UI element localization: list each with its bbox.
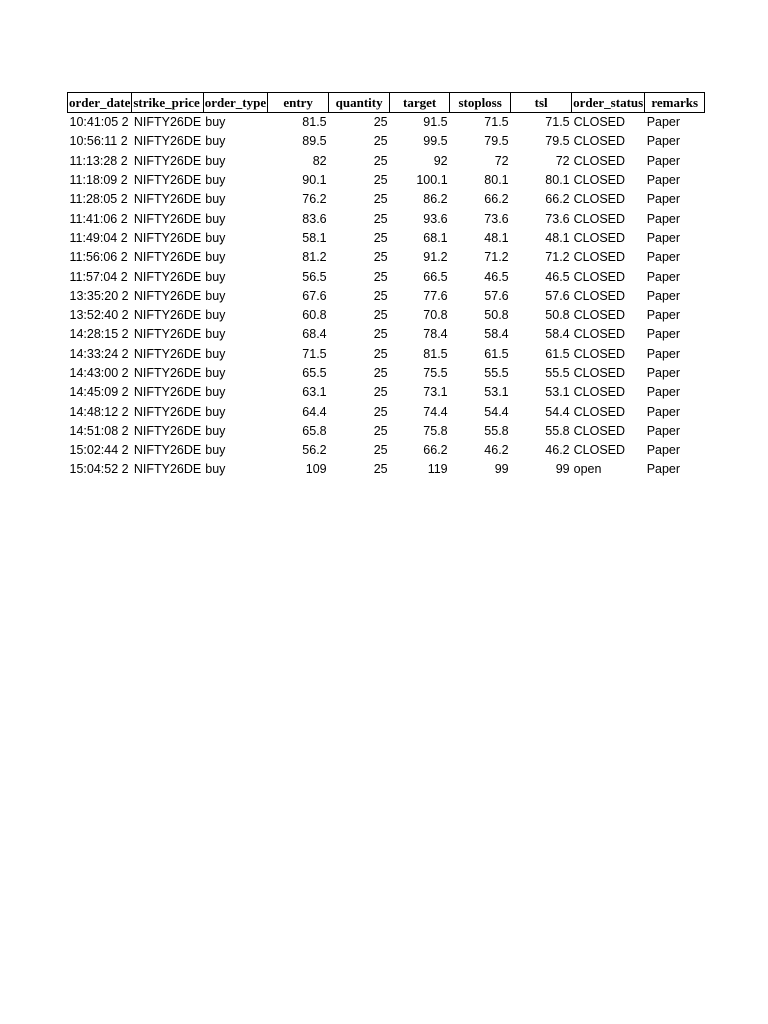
cell-tsl: 71.5: [545, 115, 570, 130]
cell-order-status: CLOSED: [573, 308, 626, 323]
cell-target: 68.1: [423, 230, 448, 245]
cell-stoploss: 61.5: [484, 346, 509, 361]
cell-order-status: CLOSED: [573, 366, 626, 380]
cell-quantity: 25: [373, 423, 388, 438]
cell-quantity: 25: [373, 134, 388, 149]
cell-tsl: 46.2: [545, 443, 570, 458]
cell-target: 66.5: [423, 269, 448, 284]
table-body: [68, 113, 705, 480]
cell-remarks: Paper: [646, 250, 681, 265]
cell-quantity: 25: [373, 443, 388, 458]
cell-order-status: CLOSED: [573, 153, 626, 168]
table-row: [68, 209, 705, 228]
cell-order-type: buy: [205, 327, 226, 342]
cell-target: 75.8: [423, 423, 448, 438]
cell-strike-price: NIFTY26DE: [133, 423, 202, 438]
cell-strike-price: NIFTY26DE: [133, 173, 202, 188]
table-row: [68, 229, 705, 248]
cell-order-date: 11:18:09 2: [69, 173, 128, 188]
cell-quantity: 25: [373, 404, 388, 419]
table-row: [68, 132, 705, 151]
cell-order-status: CLOSED: [573, 288, 626, 303]
table-row: [68, 248, 705, 267]
cell-entry: 58.1: [302, 230, 327, 245]
cell-order-status: CLOSED: [573, 269, 626, 284]
cell-order-type: buy: [205, 115, 226, 130]
cell-order-status: CLOSED: [573, 173, 626, 188]
cell-order-date: 14:43:00 2: [69, 366, 129, 380]
cell-tsl: 61.5: [545, 346, 570, 361]
cell-tsl: 79.5: [545, 134, 570, 149]
cell-target: 92: [433, 153, 448, 168]
cell-tsl: 72: [555, 153, 570, 168]
table-row: [68, 402, 705, 421]
cell-order-type: buy: [205, 423, 226, 438]
cell-quantity: 25: [373, 385, 388, 400]
cell-order-date: 11:28:05 2: [69, 192, 128, 207]
header-row: [68, 93, 705, 113]
cell-remarks: Paper: [646, 327, 681, 342]
cell-order-type: buy: [205, 385, 226, 400]
cell-stoploss: 73.6: [484, 211, 509, 226]
spreadsheet-page: [67, 92, 705, 480]
cell-target: 77.6: [423, 288, 448, 303]
cell-remarks: Paper: [646, 462, 681, 477]
cell-strike-price: NIFTY26DE: [133, 404, 202, 419]
cell-order-type: buy: [205, 173, 226, 188]
cell-entry: 71.5: [302, 346, 327, 361]
cell-tsl: 55.5: [545, 366, 570, 380]
column-header-remarks: remarks: [645, 93, 705, 113]
cell-stoploss: 72: [494, 153, 509, 168]
table-row: [68, 152, 705, 171]
cell-order-type: buy: [205, 230, 226, 245]
cell-quantity: 25: [373, 269, 388, 284]
cell-order-date: 11:49:04 2: [69, 230, 128, 245]
cell-stoploss: 79.5: [484, 134, 509, 149]
table-row: [68, 460, 705, 479]
cell-entry: 83.6: [302, 211, 327, 226]
cell-stoploss: 54.4: [484, 404, 509, 419]
cell-order-date: 11:56:06 2: [69, 250, 128, 265]
cell-remarks: Paper: [646, 366, 681, 380]
cell-quantity: 25: [373, 346, 388, 361]
cell-strike-price: NIFTY26DE: [133, 230, 202, 245]
cell-order-status: CLOSED: [573, 385, 626, 400]
cell-order-date: 15:02:44 2: [69, 443, 129, 458]
cell-order-date: 14:48:12 2: [69, 404, 129, 419]
table-row: [68, 306, 705, 325]
cell-target: 119: [427, 462, 448, 477]
cell-order-type: buy: [205, 366, 226, 380]
cell-order-date: 15:04:52 2: [69, 462, 129, 477]
cell-entry: 81.2: [302, 250, 327, 265]
cell-tsl: 71.2: [545, 250, 570, 265]
cell-strike-price: NIFTY26DE: [133, 153, 202, 168]
cell-tsl: 58.4: [545, 327, 570, 342]
cell-order-status: CLOSED: [573, 211, 626, 226]
column-header-order-status: order_status: [572, 93, 645, 113]
cell-stoploss: 55.8: [484, 423, 509, 438]
cell-target: 99.5: [423, 134, 448, 149]
cell-order-status: CLOSED: [573, 134, 626, 149]
cell-quantity: 25: [373, 153, 388, 168]
cell-quantity: 25: [373, 308, 388, 323]
cell-remarks: Paper: [646, 211, 681, 226]
cell-target: 74.4: [423, 404, 448, 419]
cell-remarks: Paper: [646, 288, 681, 303]
cell-stoploss: 71.5: [484, 115, 509, 130]
cell-order-type: buy: [205, 462, 226, 477]
cell-order-type: buy: [205, 192, 226, 207]
table-row: [68, 267, 705, 286]
cell-tsl: 53.1: [545, 385, 570, 400]
cell-order-type: buy: [205, 153, 226, 168]
cell-quantity: 25: [373, 230, 388, 245]
cell-stoploss: 48.1: [484, 230, 509, 245]
cell-strike-price: NIFTY26DE: [133, 115, 202, 130]
cell-remarks: Paper: [646, 308, 681, 323]
cell-remarks: Paper: [646, 346, 681, 361]
cell-target: 86.2: [423, 192, 448, 207]
cell-stoploss: 80.1: [484, 173, 509, 188]
cell-order-status: CLOSED: [573, 443, 626, 458]
cell-strike-price: NIFTY26DE: [133, 192, 202, 207]
cell-entry: 109: [305, 462, 327, 477]
table-header: [68, 93, 705, 113]
table-row: [68, 325, 705, 344]
table-row: [68, 441, 705, 460]
cell-tsl: 57.6: [545, 288, 570, 303]
cell-target: 93.6: [423, 211, 448, 226]
column-header-stoploss: stoploss: [450, 93, 511, 113]
cell-target: 66.2: [423, 443, 448, 458]
cell-entry: 90.1: [302, 173, 327, 188]
table-row: [68, 345, 705, 364]
cell-remarks: Paper: [646, 423, 681, 438]
cell-strike-price: NIFTY26DE: [133, 288, 202, 303]
cell-order-status: CLOSED: [573, 230, 626, 245]
cell-order-date: 14:45:09 2: [69, 385, 129, 400]
cell-order-date: 14:51:08 2: [69, 423, 129, 438]
column-header-entry: entry: [268, 93, 329, 113]
column-header-target: target: [390, 93, 450, 113]
cell-order-date: 13:52:40 2: [69, 308, 129, 323]
cell-stoploss: 99: [494, 462, 509, 477]
cell-strike-price: NIFTY26DE: [133, 269, 202, 284]
cell-entry: 60.8: [302, 308, 327, 323]
cell-entry: 81.5: [302, 115, 327, 130]
cell-entry: 68.4: [302, 327, 327, 342]
table-row: [68, 171, 705, 190]
cell-target: 91.5: [423, 115, 448, 130]
cell-order-type: buy: [205, 404, 226, 419]
table-row: [68, 287, 705, 306]
cell-order-type: buy: [205, 134, 226, 149]
orders-table: [67, 92, 705, 480]
cell-quantity: 25: [373, 366, 388, 380]
cell-order-date: 11:13:28 2: [69, 153, 128, 168]
cell-quantity: 25: [373, 192, 388, 207]
cell-entry: 64.4: [302, 404, 327, 419]
cell-remarks: Paper: [646, 404, 681, 419]
cell-order-date: 10:41:05 2: [69, 115, 129, 130]
cell-stoploss: 71.2: [484, 250, 509, 265]
cell-order-status: CLOSED: [573, 115, 626, 130]
cell-tsl: 73.6: [545, 211, 570, 226]
cell-entry: 63.1: [302, 385, 327, 400]
cell-order-type: buy: [205, 211, 226, 226]
cell-stoploss: 50.8: [484, 308, 509, 323]
table-row: [68, 422, 705, 441]
cell-order-date: 10:56:11 2: [69, 134, 128, 149]
column-header-tsl: tsl: [511, 93, 572, 113]
cell-order-type: buy: [205, 288, 226, 303]
cell-order-status: CLOSED: [573, 327, 626, 342]
cell-order-status: CLOSED: [573, 192, 626, 207]
cell-stoploss: 57.6: [484, 288, 509, 303]
cell-stoploss: 46.2: [484, 443, 509, 458]
cell-remarks: Paper: [646, 115, 681, 130]
cell-entry: 76.2: [302, 192, 327, 207]
cell-quantity: 25: [373, 115, 388, 130]
cell-tsl: 55.8: [545, 423, 570, 438]
cell-quantity: 25: [373, 173, 388, 188]
cell-order-status: open: [573, 462, 602, 477]
cell-order-type: buy: [205, 250, 226, 265]
cell-entry: 82: [312, 153, 327, 168]
cell-remarks: Paper: [646, 134, 681, 149]
cell-strike-price: NIFTY26DE: [133, 346, 202, 361]
cell-order-status: CLOSED: [573, 404, 626, 419]
cell-strike-price: NIFTY26DE: [133, 134, 202, 149]
cell-target: 70.8: [423, 308, 448, 323]
column-header-order-date: order_date: [68, 93, 132, 113]
cell-remarks: Paper: [646, 269, 681, 284]
cell-entry: 65.8: [302, 423, 327, 438]
column-header-order-type: order_type: [203, 93, 267, 113]
column-header-quantity: quantity: [329, 93, 390, 113]
cell-quantity: 25: [373, 211, 388, 226]
cell-order-status: CLOSED: [573, 250, 626, 265]
cell-entry: 56.2: [302, 443, 327, 458]
cell-order-date: 11:57:04 2: [69, 269, 128, 284]
cell-strike-price: NIFTY26DE: [133, 308, 202, 323]
cell-stoploss: 58.4: [484, 327, 509, 342]
cell-remarks: Paper: [646, 385, 681, 400]
cell-strike-price: NIFTY26DE: [133, 462, 202, 477]
cell-strike-price: NIFTY26DE: [133, 385, 202, 400]
cell-order-type: buy: [205, 443, 226, 458]
cell-entry: 65.5: [302, 366, 327, 380]
cell-tsl: 66.2: [545, 192, 570, 207]
table-row: [68, 113, 705, 133]
table-row: [68, 383, 705, 402]
cell-target: 75.5: [423, 366, 448, 380]
cell-quantity: 25: [373, 327, 388, 342]
cell-order-date: 14:28:15 2: [69, 327, 129, 342]
cell-tsl: 46.5: [545, 269, 570, 284]
cell-quantity: 25: [373, 462, 388, 477]
cell-stoploss: 66.2: [484, 192, 509, 207]
cell-remarks: Paper: [646, 230, 681, 245]
cell-tsl: 99: [555, 462, 570, 477]
cell-quantity: 25: [373, 288, 388, 303]
cell-strike-price: NIFTY26DE: [133, 366, 202, 380]
column-header-strike-price: strike_price: [132, 93, 203, 113]
cell-order-status: CLOSED: [573, 423, 626, 438]
cell-strike-price: NIFTY26DE: [133, 211, 202, 226]
cell-target: 78.4: [423, 327, 448, 342]
cell-target: 81.5: [423, 346, 448, 361]
cell-order-date: 11:41:06 2: [69, 211, 128, 226]
table-row: [68, 190, 705, 209]
cell-order-date: 13:35:20 2: [69, 288, 129, 303]
cell-entry: 56.5: [302, 269, 327, 284]
cell-order-status: CLOSED: [573, 346, 626, 361]
cell-remarks: Paper: [646, 173, 681, 188]
cell-stoploss: 53.1: [484, 385, 509, 400]
cell-target: 73.1: [423, 385, 448, 400]
cell-order-type: buy: [205, 346, 226, 361]
cell-order-date: 14:33:24 2: [69, 346, 129, 361]
cell-target: 100.1: [416, 173, 448, 188]
cell-strike-price: NIFTY26DE: [133, 443, 202, 458]
cell-strike-price: NIFTY26DE: [133, 250, 202, 265]
cell-remarks: Paper: [646, 153, 681, 168]
cell-stoploss: 55.5: [484, 366, 509, 380]
cell-tsl: 50.8: [545, 308, 570, 323]
cell-strike-price: NIFTY26DE: [133, 327, 202, 342]
cell-order-type: buy: [205, 269, 226, 284]
table-row: [68, 364, 705, 383]
cell-tsl: 48.1: [545, 230, 570, 245]
cell-tsl: 54.4: [545, 404, 570, 419]
cell-stoploss: 46.5: [484, 269, 509, 284]
cell-order-type: buy: [205, 308, 226, 323]
cell-quantity: 25: [373, 250, 388, 265]
cell-remarks: Paper: [646, 192, 681, 207]
cell-remarks: Paper: [646, 443, 681, 458]
cell-entry: 67.6: [302, 288, 327, 303]
cell-target: 91.2: [423, 250, 448, 265]
cell-entry: 89.5: [302, 134, 327, 149]
cell-tsl: 80.1: [545, 173, 570, 188]
